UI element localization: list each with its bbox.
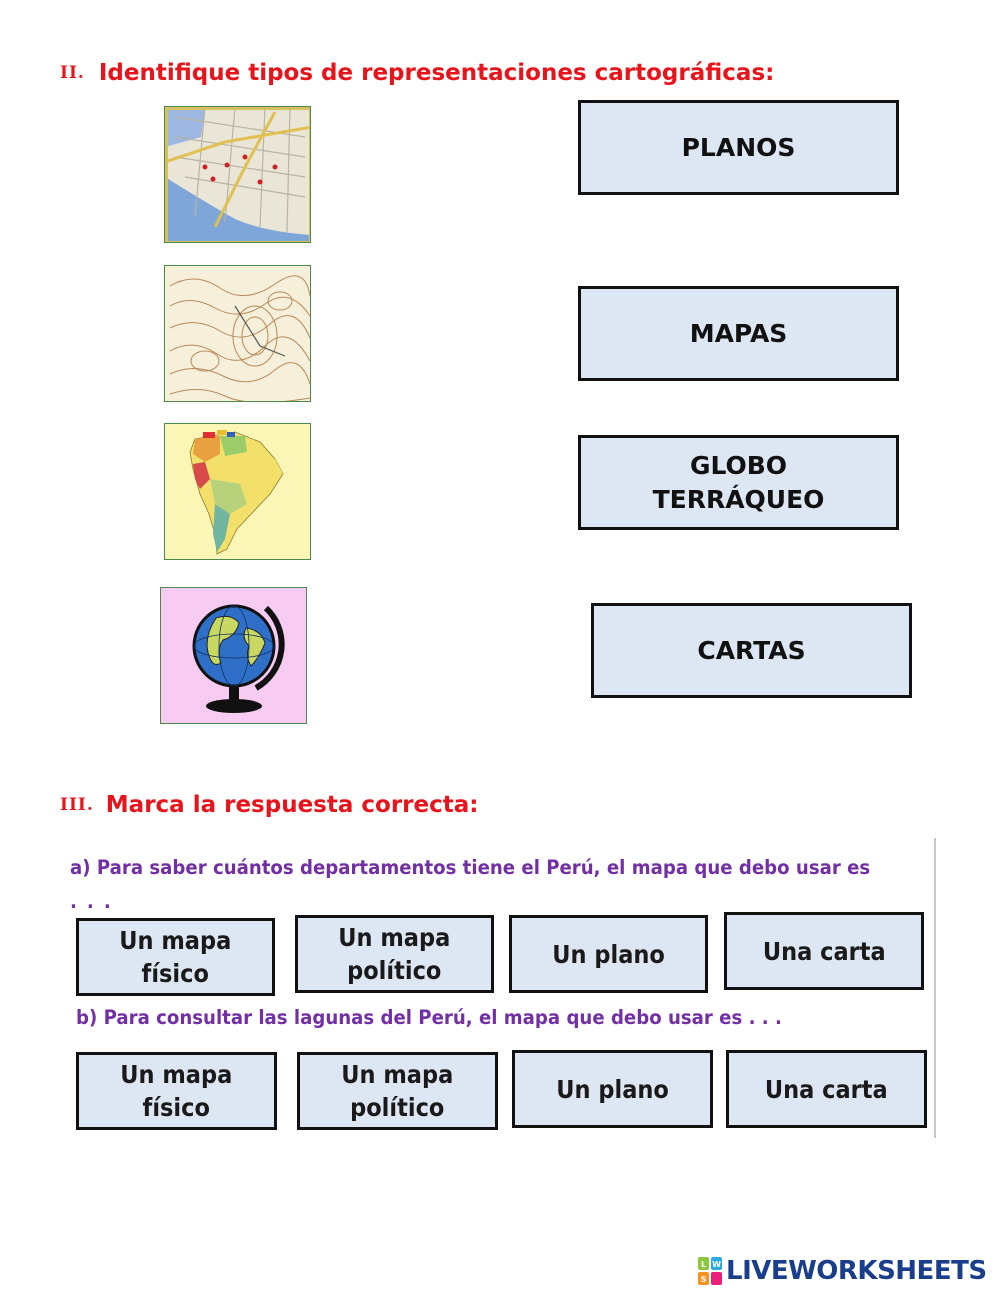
city-plan-icon xyxy=(165,107,311,243)
liveworksheets-brand[interactable] xyxy=(698,1256,987,1286)
option-line2: físico xyxy=(142,1093,211,1122)
question-b-option-mapa-fisico[interactable] xyxy=(76,1052,277,1130)
brand-name: LIVEWORKSHEETS xyxy=(726,1256,987,1286)
cartas-label: CARTAS xyxy=(697,635,806,665)
section-2-title: Identifique tipos de representaciones cartográficas: xyxy=(98,60,775,86)
globe-image[interactable] xyxy=(160,587,307,724)
political-map-icon xyxy=(165,424,311,560)
cartas-box[interactable] xyxy=(591,603,912,698)
contour-map-icon xyxy=(165,266,311,402)
topographic-chart-image[interactable] xyxy=(164,265,311,402)
section-3-heading xyxy=(60,792,478,818)
question-a-continuation: . . . xyxy=(70,890,113,913)
planos-box[interactable] xyxy=(578,100,899,195)
option-line1: Un mapa xyxy=(119,926,232,955)
city-plan-image[interactable] xyxy=(164,106,311,243)
option-line1: Un plano xyxy=(556,1074,669,1104)
svg-text:S: S xyxy=(700,1275,707,1284)
svg-text:W: W xyxy=(712,1260,721,1269)
question-a-option-carta[interactable] xyxy=(724,912,924,990)
question-a-option-mapa-fisico[interactable] xyxy=(76,918,275,996)
option-line1: Una carta xyxy=(762,936,886,966)
option-line1: Un mapa xyxy=(341,1060,454,1089)
south-america-map-image[interactable] xyxy=(164,423,311,560)
globo-label-line2: TERRÁQUEO xyxy=(652,484,825,514)
svg-text:L: L xyxy=(700,1260,707,1269)
panel-divider xyxy=(934,838,936,1138)
option-line2: político xyxy=(350,1093,445,1122)
liveworksheets-logo-icon xyxy=(698,1257,722,1285)
option-line1: Una carta xyxy=(765,1074,888,1104)
globe-icon xyxy=(161,588,307,724)
option-line2: físico xyxy=(141,959,210,988)
option-line1: Un mapa xyxy=(120,1060,233,1089)
question-a-text: a) Para saber cuántos departamentos tiene el Perú, el mapa que debo usar es xyxy=(70,856,871,879)
section-2-heading xyxy=(60,60,774,86)
option-line1: Un plano xyxy=(552,939,665,969)
section-3-title: Marca la respuesta correcta: xyxy=(105,792,479,818)
question-b-option-plano[interactable] xyxy=(512,1050,713,1128)
question-b-option-carta[interactable] xyxy=(726,1050,927,1128)
option-line1: Un mapa xyxy=(338,923,451,952)
mapas-label: MAPAS xyxy=(689,318,788,348)
question-a-option-plano[interactable] xyxy=(509,915,708,993)
globo-label-line1: GLOBO xyxy=(689,450,788,480)
option-line2: político xyxy=(347,956,442,985)
mapas-box[interactable] xyxy=(578,286,899,381)
section-2-number: II. xyxy=(60,63,85,83)
section-3-number: III. xyxy=(60,795,94,815)
planos-label: PLANOS xyxy=(681,132,796,162)
question-b-option-mapa-politico[interactable] xyxy=(297,1052,498,1130)
globo-terraqueo-box[interactable] xyxy=(578,435,899,530)
question-b-text: b) Para consultar las lagunas del Perú, el mapa que debo usar es . . . xyxy=(76,1006,782,1029)
question-a-option-mapa-politico[interactable] xyxy=(295,915,494,993)
